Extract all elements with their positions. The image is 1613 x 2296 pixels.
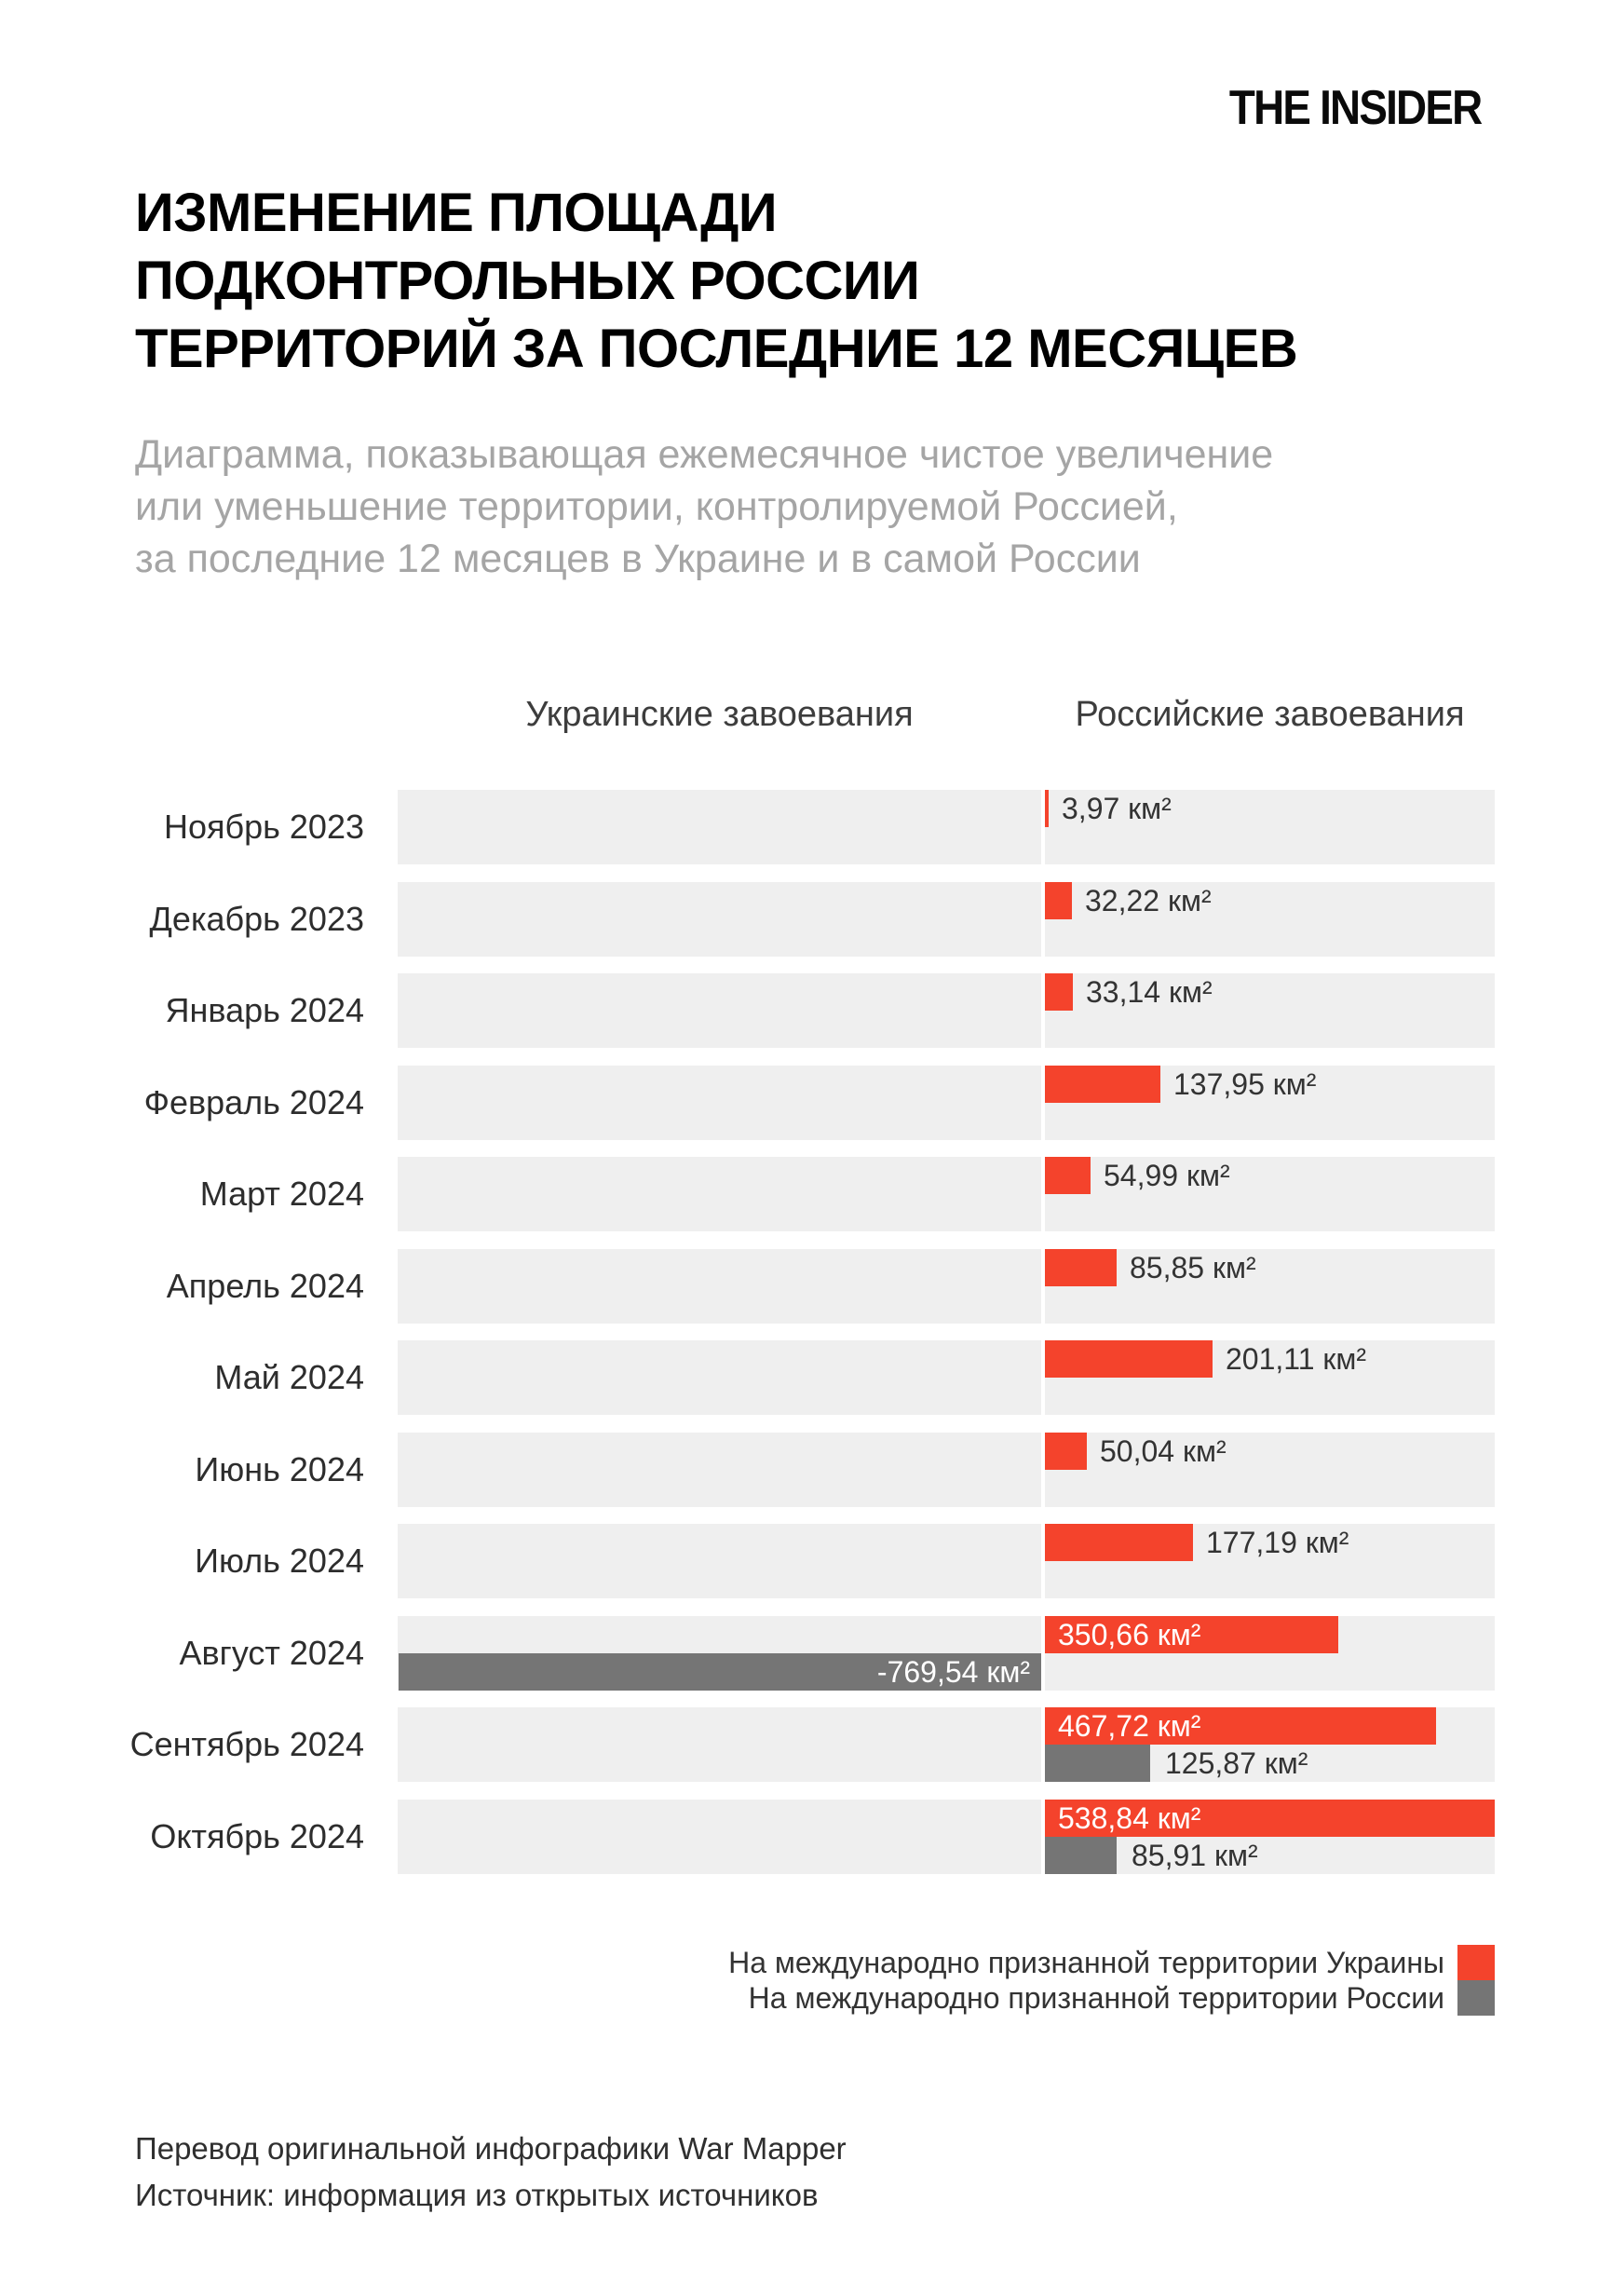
legend-swatch-ukraine (1457, 1945, 1495, 1980)
title-line: ПОДКОНТРОЛЬНЫХ РОССИИ (135, 251, 920, 311)
bar-track (398, 882, 1495, 957)
infographic-title (135, 179, 1297, 383)
bar-track (398, 1066, 1495, 1140)
bar-value-label: 467,72 км² (1058, 1709, 1201, 1743)
legend-item-ukraine (728, 1945, 1495, 1980)
month-label: Июль 2024 (195, 1542, 364, 1580)
bar-value-label: 3,97 км² (1062, 792, 1172, 825)
bar-value-label: 32,22 км² (1085, 884, 1212, 917)
bar-value-label: 85,91 км² (1132, 1839, 1258, 1872)
month-label: Март 2024 (199, 1175, 364, 1213)
chart-row (0, 1616, 1613, 1691)
bar-track (398, 1157, 1495, 1231)
month-label: Ноябрь 2023 (164, 808, 364, 846)
russia-territory-bar (1045, 1745, 1150, 1782)
subtitle-line: или уменьшение территории, контролируемой Россией, (135, 484, 1178, 529)
chart-row (0, 790, 1613, 864)
bar-track (398, 1340, 1495, 1415)
chart-row (0, 1707, 1613, 1782)
month-label: Май 2024 (214, 1358, 364, 1396)
column-header-ukrainian-gains: Украинские завоевания (525, 695, 914, 734)
bar-track (398, 1249, 1495, 1324)
chart-row (0, 1800, 1613, 1874)
ukraine-territory-bar (1045, 1249, 1117, 1286)
column-header-russian-gains: Российские завоевания (1075, 695, 1465, 734)
ukraine-territory-bar (1045, 1340, 1213, 1378)
legend-label-russia: На международно признанной территории России (748, 1980, 1444, 2015)
bar-value-label: -769,54 км² (876, 1655, 1030, 1689)
month-label: Август 2024 (179, 1634, 364, 1672)
chart-row (0, 973, 1613, 1048)
chart-row (0, 1066, 1613, 1140)
ukraine-territory-bar (1045, 1066, 1160, 1103)
ukraine-territory-bar (1045, 973, 1073, 1011)
russia-territory-bar (1045, 1837, 1117, 1874)
ukraine-territory-bar (1045, 1524, 1193, 1561)
bar-value-label: 33,14 км² (1086, 975, 1213, 1009)
chart-row (0, 1157, 1613, 1231)
footer-credit: Перевод оригинальной инфографики War Mapper (135, 2131, 847, 2166)
chart-row (0, 1249, 1613, 1324)
bar-track (398, 973, 1495, 1048)
ukraine-territory-bar (1045, 1707, 1436, 1745)
bar-value-label: 137,95 км² (1173, 1067, 1317, 1101)
month-label: Сентябрь 2024 (129, 1725, 364, 1763)
month-label: Декабрь 2023 (149, 900, 364, 938)
legend-swatch-russia (1457, 1980, 1495, 2016)
bar-track (398, 1707, 1495, 1782)
legend-item-russia (728, 1980, 1495, 2016)
infographic-subtitle (135, 428, 1273, 585)
bar-value-label: 538,84 км² (1058, 1801, 1201, 1835)
footer (135, 2126, 847, 2219)
month-label: Октябрь 2024 (150, 1817, 364, 1855)
ukraine-territory-bar (1045, 882, 1072, 919)
ukraine-territory-bar (1045, 790, 1049, 827)
bar-value-label: 125,87 км² (1165, 1746, 1308, 1780)
legend (728, 1945, 1495, 2016)
bar-track (398, 1616, 1495, 1691)
bar-value-label: 177,19 км² (1206, 1526, 1349, 1559)
ukraine-territory-bar (1045, 1800, 1495, 1837)
chart-row (0, 1433, 1613, 1507)
subtitle-line: Диаграмма, показывающая ежемесячное чистое увеличение (135, 432, 1274, 477)
bar-track (398, 1433, 1495, 1507)
chart-row (0, 1340, 1613, 1415)
bar-value-label: 54,99 км² (1104, 1159, 1230, 1192)
the-insider-logo: THE INSIDER (1228, 81, 1481, 135)
month-label: Февраль 2024 (143, 1083, 364, 1121)
chart-row (0, 1524, 1613, 1598)
bar-value-label: 85,85 км² (1130, 1251, 1256, 1284)
bar-track (398, 790, 1495, 864)
bar-value-label: 50,04 км² (1100, 1434, 1227, 1468)
ukraine-territory-bar (1045, 1157, 1091, 1194)
footer-source: Источник: информация из открытых источников (135, 2178, 819, 2212)
month-label: Апрель 2024 (166, 1267, 364, 1305)
title-line: ИЗМЕНЕНИЕ ПЛОЩАДИ (135, 183, 778, 243)
bar-value-label: 201,11 км² (1226, 1342, 1367, 1376)
bar-value-label: 350,66 км² (1058, 1618, 1201, 1651)
title-line: ТЕРРИТОРИЙ ЗА ПОСЛЕДНИЕ 12 МЕСЯЦЕВ (135, 319, 1298, 379)
month-label: Июнь 2024 (195, 1450, 364, 1488)
russia-territory-bar (399, 1653, 1041, 1691)
chart-row (0, 882, 1613, 957)
legend-label-ukraine: На международно признанной территории Украины (728, 1945, 1444, 1979)
bar-track (398, 1524, 1495, 1598)
subtitle-line: за последние 12 месяцев в Украине и в самой России (135, 537, 1141, 581)
ukraine-territory-bar (1045, 1616, 1338, 1653)
monthly-territory-chart (0, 790, 1613, 1874)
month-label: Январь 2024 (165, 991, 364, 1029)
ukraine-territory-bar (1045, 1433, 1087, 1470)
bar-track (398, 1800, 1495, 1874)
